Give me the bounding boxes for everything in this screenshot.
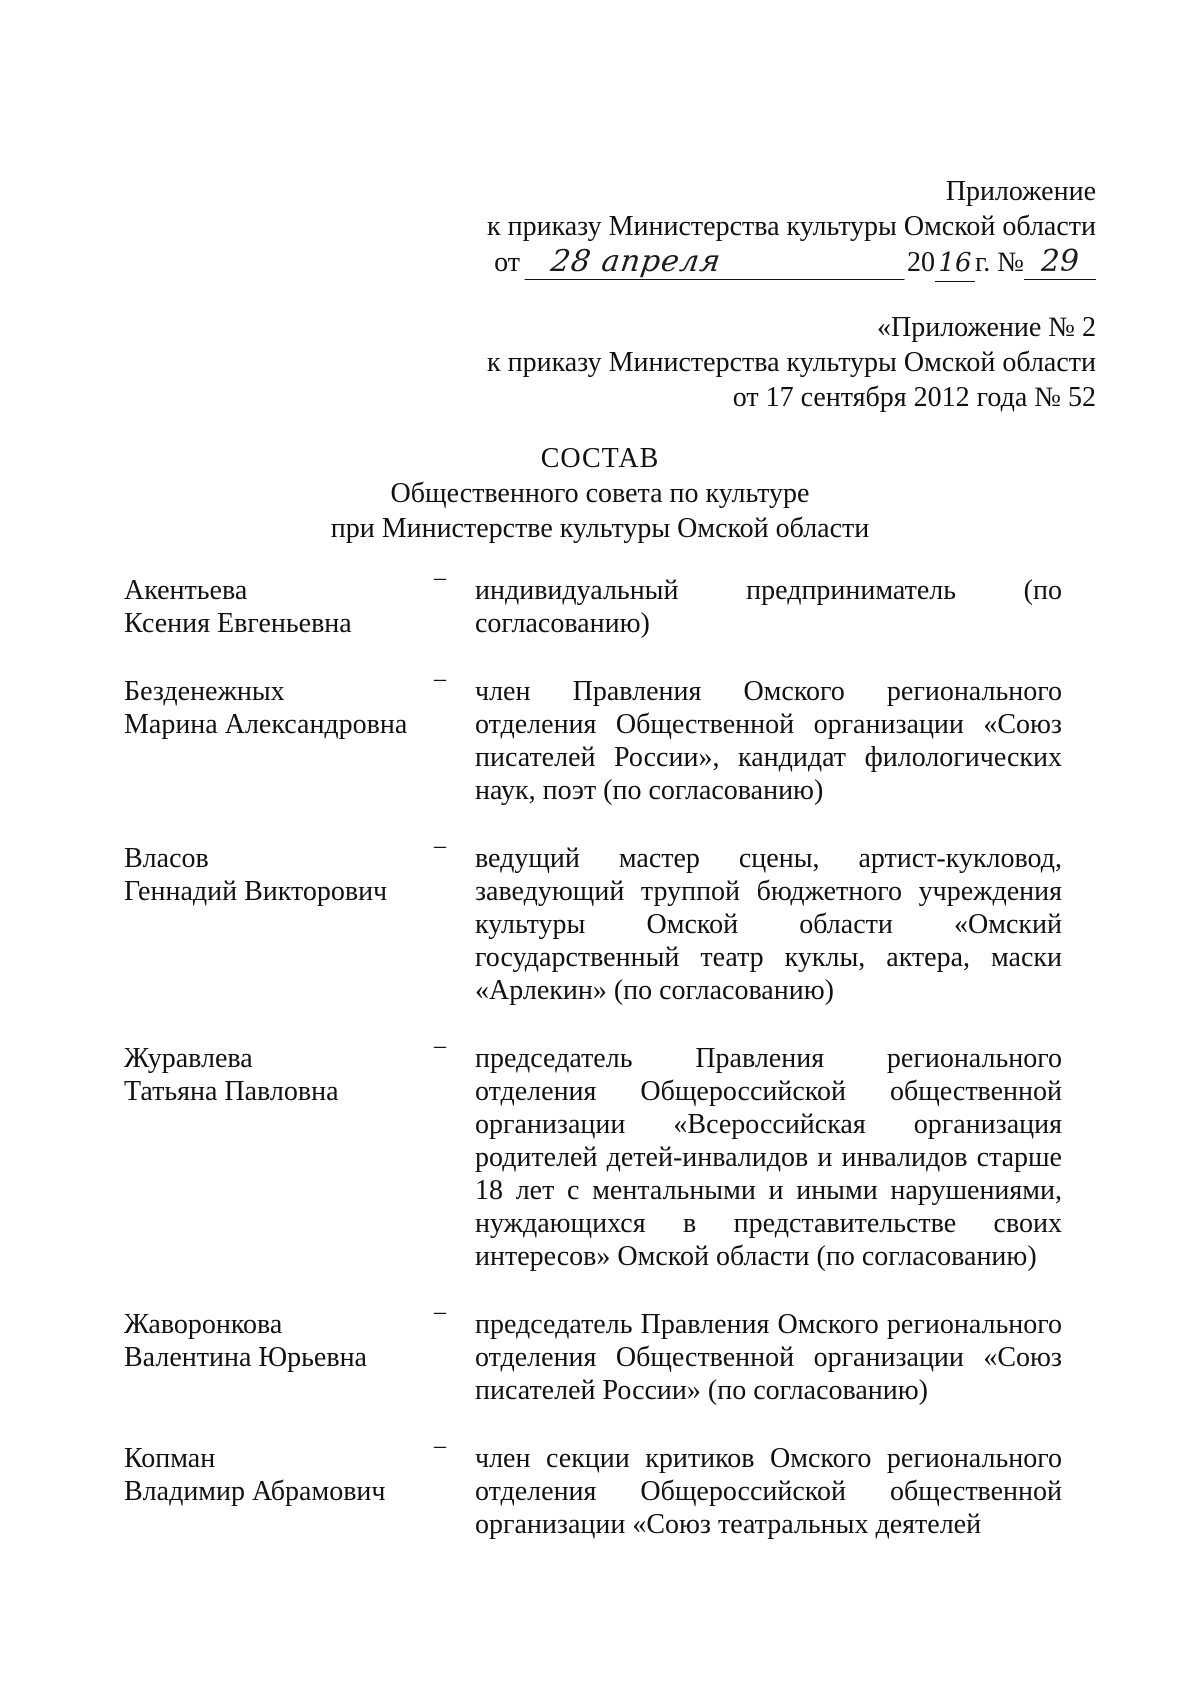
handwritten-number: 29 [1024,244,1096,280]
year-suffix: г. № [974,247,1024,278]
member-given-name: Марина Александровна [124,709,408,740]
appendix-2-date: от 17 сентября 2012 года № 52 [732,382,1096,413]
member-given-name: Владимир Абрамович [124,1476,386,1507]
appendix-2-reference [487,310,1096,415]
order-header [487,174,1096,282]
member-name [124,1442,424,1508]
member-description: индивидуальный предприниматель (по согласованию) [475,575,1062,639]
member-description: председатель Правления регионального отделения Общероссийской общественной организации «Всероссийская организация родителей детей-инвалидов и инвалидов старше 18 лет с ментальными и иными нарушениями, нуждающихся в представительстве своих интересов» Омской области (по согласованию) [475,1043,1062,1272]
member-dash: – [434,1033,446,1059]
member-dash: – [434,1433,446,1459]
handwritten-year: 16 [935,246,975,282]
member-surname: Жаворонкова [124,1309,283,1340]
member-name [124,675,424,741]
member-given-name: Геннадий Викторович [124,876,388,907]
composition-title [0,441,1200,546]
member-dash: – [434,1299,446,1325]
member-given-name: Валентина Юрьевна [124,1342,367,1373]
member-name [124,842,424,908]
member-surname: Акентьева [124,575,248,606]
member-description: ведущий мастер сцены, артист-кукловод, заведующий труппой бюджетного учреждения культуры Омской области «Омский государственный театр куклы, актера, маски «Арлекин» (по согласованию) [475,843,1062,1006]
member-entry [0,833,1200,1007]
member-entry [0,666,1200,807]
member-dash: – [434,833,446,859]
member-entry [0,1033,1200,1273]
member-entry [0,565,1200,640]
member-given-name: Ксения Евгеньевна [124,608,352,639]
title-sub-1: Общественного совета по культуре [390,478,810,509]
member-description: член Правления Омского регионального отделения Общественной организации «Союз писателей России», кандидат филологических наук, поэт (по согласованию) [475,676,1062,806]
members-list [0,565,1200,1576]
member-description: председатель Правления Омского регионального отделения Общественной организации «Союз писателей России» (по согласованию) [475,1309,1062,1406]
member-surname: Безденежных [124,676,285,707]
appendix-2-order: к приказу Министерства культуры Омской области [487,347,1096,378]
member-surname: Власов [124,843,209,874]
member-dash: – [434,666,446,692]
member-name [124,574,424,640]
member-entry [0,1299,1200,1407]
member-entry [0,1433,1200,1541]
header-prefix-ot: от [494,247,520,278]
appendix-2-label: «Приложение № 2 [877,312,1096,343]
member-name [124,1042,424,1108]
member-name [124,1308,424,1374]
title-main: СОСТАВ [540,443,660,474]
member-given-name: Татьяна Павловна [124,1076,339,1107]
member-description: член секции критиков Омского регионального отделения Общероссийской общественной организации «Союз театральных деятелей [475,1443,1062,1540]
member-surname: Копман [124,1443,216,1474]
handwritten-date: 28 апреля [524,244,909,280]
header-appendix-label: Приложение [945,176,1096,207]
member-surname: Журавлева [124,1043,253,1074]
member-dash: – [434,565,446,591]
year-prefix: 20 [906,247,935,278]
header-order-date-line [487,244,1096,282]
title-sub-2: при Министерстве культуры Омской области [330,513,870,544]
header-order-reference: к приказу Министерства культуры Омской области [487,211,1096,242]
